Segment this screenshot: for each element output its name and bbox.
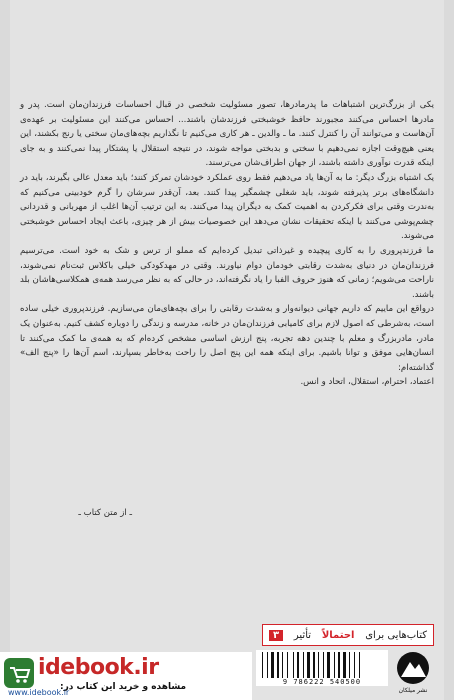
cart-icon bbox=[4, 658, 34, 688]
idebook-watermark[interactable] bbox=[0, 652, 252, 700]
paragraph-4: درواقع این ماییم که داریم جهانی دیوانه‌وار و به‌شدت رقابتی را برای بچه‌های‌مان می‌سازیم. فرزندپروری خیلی ساده است، به‌شرطی که اصول لازم برای کامیابی فرزندان‌مان در خانه، مدرسه و زندگی را دوباره کشف کنیم. به‌عنوان یک مادر، مادربزرگ و معلم با چندین دهه تجربه، پنج ارزش اساسی مشخص کرده‌ام که به همه‌ی ما کمک می‌کنند تا انسان‌هایی موفق و توانا باشیم. برای اینکه همه این پنج اصل را راحت به‌خاطر بسپارند، اسم آن‌ها را «پنج الف» گذاشته‌ام: bbox=[20, 304, 434, 373]
series-suffix: تأثیر bbox=[293, 629, 312, 641]
series-label bbox=[262, 624, 434, 646]
blurb-text bbox=[20, 98, 434, 390]
paragraph-2: یک اشتباه بزرگ دیگر: ما به آن‌ها یاد می‌دهیم فقط روی عملکرد خودشان تمرکز کنند؛ باید معدل عالی بگیرند، باید در دانشگاه‌های برتر پذیرفته شوند، باید شغلی چشمگیر پیدا کنند. بعد، آن‌قدر سرشان را گرم خودبینی می‌کنیم که به‌ندرت وقتی برای فکرکردن به اهمیت کمک به دیگران پیدا می‌کنند. به این ترتیب آن‌ها اغلب از مهربانی و قدردانی چشم‌پوشی می‌کنند با اینکه تحقیقات نشان می‌دهد این خصوصیات بیش از هر چیزی، باعث ایجاد احساس خوشبختی می‌شوند. bbox=[20, 172, 434, 242]
isbn-barcode bbox=[256, 650, 388, 686]
idebook-url[interactable]: www.idebook.ir bbox=[8, 688, 70, 697]
series-accent: احتمالاً bbox=[321, 629, 355, 641]
series-prefix: کتاب‌هایی برای bbox=[365, 629, 427, 641]
source-note: ـ از متن کتاب ـ bbox=[78, 508, 132, 518]
publisher-mountain-icon bbox=[392, 650, 434, 686]
paragraph-1: یکی از بزرگ‌ترین اشتباهات ما پدرمادرها، تصور مسئولیت شخصی در قبال احساسات فرزندان‌مان است. پدر و مادرها احساس می‌کنند مجبورند حافظ خوشبختی فرزندشان باشند... احساس می‌کنند این مسئولیت بر عهده‌ی آن‌هاست و می‌توانند آن را کنترل کنند. ما ـ والدین ـ هر کاری می‌کنیم تا نگذاریم بچه‌های‌مان سختی یا رنج بکشند، این یعنی هیچ‌وقت اجازه نمی‌دهیم با سختی و بدبختی مواجه شوند، در نتیجه استقلال یا پشتکار پیدا نمی‌کنند و به جای اینکه قدرت نوآوری داشته باشند، از جهان اطراف‌شان می‌ترسند. bbox=[20, 100, 434, 169]
idebook-tagline: مشاهده و خرید این کتاب در: bbox=[60, 682, 187, 692]
series-number: ۳ bbox=[269, 630, 283, 641]
paragraph-5: اعتماد، احترام، استقلال، اتحاد و انس. bbox=[300, 377, 434, 388]
paragraph-3: ما فرزندپروری را به کاری پیچیده و غیرذاتی تبدیل کرده‌ایم که مملو از ترس و شک به خود است. می‌ترسیم فرزندان‌مان در دنیای به‌شدت رقابتی خودمان دوام نیاورند. وقتی در مهدکودکی خیلی باکلاس ثبت‌نام نمی‌شوند، ناراحت می‌شویم؛ زمانی که هنوز حروف الفبا را یاد نگرفته‌اند، در حالی که به نظر می‌رسد همه‌ی همکلاسی‌هاشان بلد باشند. bbox=[20, 245, 434, 300]
idebook-logo-text: idebook.ir bbox=[38, 655, 159, 680]
publisher-logo bbox=[392, 650, 434, 694]
barcode-number: 9 786222 540500 bbox=[282, 678, 362, 686]
publisher-name: نشر میلکان bbox=[398, 687, 428, 694]
barcode-bars bbox=[260, 652, 384, 678]
